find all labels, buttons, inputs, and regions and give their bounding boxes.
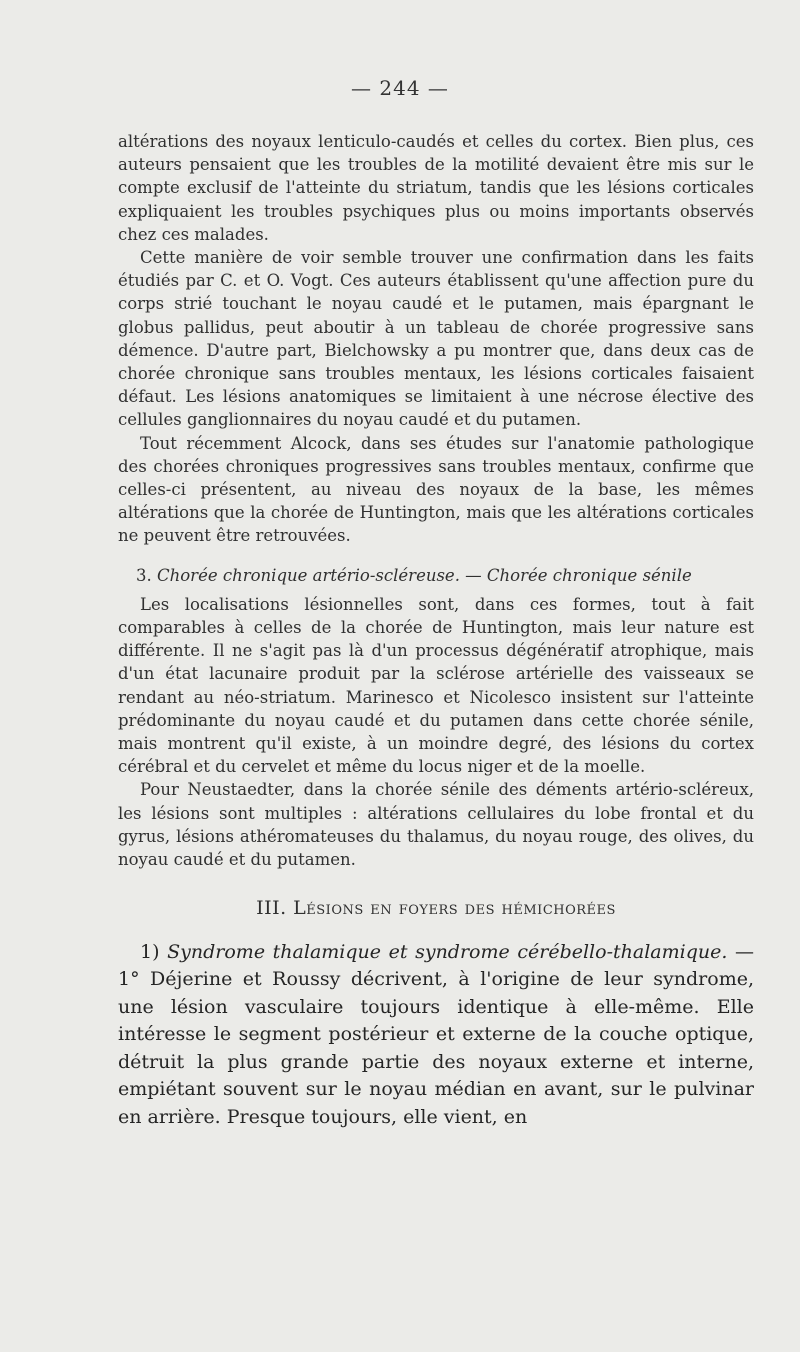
subsection-3-title: Chorée chronique artério-scléreuse. — Chorée chronique sénile	[157, 565, 692, 585]
subsection-1-paragraph	[118, 939, 754, 1132]
paragraph-1: altérations des noyaux lenticulo-caudés et celles du cortex. Bien plus, ces auteurs pensaient que les troubles de la motilité devaient être mis sur le compte exclusif de l'atteinte du striatum, tandis que les lésions corticales expliquaient les troubles psychiques plus ou moins importants observés chez ces malades.	[118, 132, 754, 244]
paragraph-2: Cette manière de voir semble trouver une confirmation dans les faits étudiés par C. et O. Vogt. Ces auteurs établissent qu'une affection pure du corps strié touchant le noyau caudé et le putamen, mais épargnant le globus pallidus, peut aboutir à un tableau de chorée progressive sans démence. D'autre part, Bielchowsky a pu montrer que, dans deux cas de chorée chronique sans troubles mentaux, les lésions corticales faisaient défaut. Les lésions anatomiques se limitaient à une nécrose élective des cellules ganglionnaires du noyau caudé et du putamen.	[118, 248, 754, 430]
paragraph-3: Tout récemment Alcock, dans ses études sur l'anatomie pathologique des chorées chroniques progressives sans troubles mentaux, confirme que celles-ci présentent, au niveau des noyaux de la base, les mêmes altérations que la chorée de Huntington, mais que les altérations corticales ne peuvent être retrouvées.	[118, 433, 754, 546]
subsection-1-title: Syndrome thalamique et syndrome cérébello-thalamique.	[167, 940, 728, 963]
section-3-heading	[118, 897, 754, 920]
section-3-numeral: III.	[256, 897, 287, 920]
section-3-title: Lésions en foyers des hémichorées	[293, 897, 616, 920]
subsection-3-number: 3.	[136, 565, 152, 585]
subsection-1-number: 1)	[140, 940, 160, 963]
subsection-1-text: — 1° Déjerine et Roussy décrivent, à l'origine de leur syndrome, une lésion vasculaire toujours identique à elle-même. Elle intéresse le segment postérieur et externe de la couche optique, détruit la plus grande partie des noyaux externe et interne, empiétant souvent sur le noyau médian en avant, sur le pulvinar en arrière. Presque toujours, elle vient, en	[118, 940, 754, 1129]
page-body	[118, 130, 754, 1132]
paragraph-4: Les localisations lésionnelles sont, dans ces formes, tout à fait comparables à celles de la chorée de Huntington, mais leur nature est différente. Il ne s'agit pas là d'un processus dégénératif atrophique, mais d'un état lacunaire produit par la sclérose artérielle des vaisseaux se rendant au néo-striatum. Marinesco et Nicolesco insistent sur l'atteinte prédominante du noyau caudé et du putamen dans cette chorée sénile, mais montrent qu'il existe, à un moindre degré, des lésions du cortex cérébral et du cervelet et même du locus niger et de la moelle.	[118, 594, 754, 777]
subsection-3-heading	[118, 564, 754, 587]
page-number: — 244 —	[351, 76, 449, 100]
paragraph-5: Pour Neustaedter, dans la chorée sénile des déments artério-scléreux, les lésions sont multiples : altérations cellulaires du lobe frontal et du gyrus, lésions athéromateuses du thalamus, du noyau rouge, des olives, du noyau caudé et du putamen.	[118, 780, 754, 870]
